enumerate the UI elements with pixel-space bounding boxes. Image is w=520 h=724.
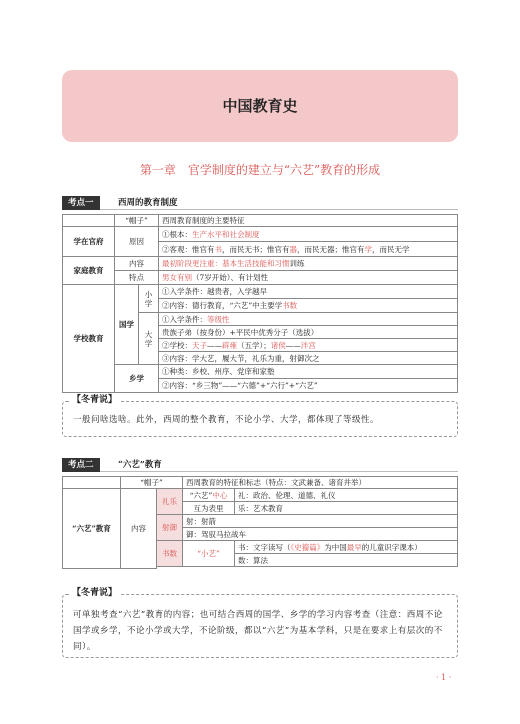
- book-title: 中国教育史: [222, 96, 298, 115]
- kp1-hat-empty: [63, 215, 115, 227]
- kp2-neirong-label: 内容: [121, 489, 157, 569]
- guanfu-label: 学在官府: [63, 227, 115, 257]
- kp1-hat-value: 西周教育制度的主要特征: [159, 215, 458, 227]
- xuexiao-label: 学校教育: [63, 285, 115, 393]
- xiangxue-1: ①种类：乡校、州序、党庠和家塾: [159, 365, 458, 379]
- kp1-tag: 考点一: [62, 196, 100, 210]
- kp2-hat-value: 西周教育的特征和标志（特点：文武兼备、诸育并举）: [183, 477, 458, 489]
- shushu-label: 书数: [157, 541, 183, 567]
- xiaoxue-1: ①入学条件：越贵者，入学越早: [159, 285, 458, 299]
- xiangxue-2: ②内容：“乡三物”——“六德”+“六行”+“六艺”: [159, 379, 458, 393]
- xiaoyi-label: “小艺”: [183, 541, 235, 567]
- note1-box: [62, 395, 458, 437]
- jt-tedian-value: 男女有别（7岁开始）、有计划性: [159, 271, 458, 285]
- note1-body: 一般问啥选啥。此外，西周的整个教育，不论小学、大学，都体现了等级性。: [73, 415, 380, 425]
- book-title-band: [62, 70, 458, 142]
- note1-title: 【冬青说】: [69, 395, 120, 406]
- xiaoxue-2: ②内容：德行教育，“六艺”中主要学书数: [159, 299, 458, 313]
- xiangxue-label: 乡学: [115, 365, 159, 393]
- jt-neirong-value: 最初阶段更注重：基本生活技能和习惯训练: [159, 257, 458, 271]
- note2-body: 可单独考查“六艺”教育的内容；也可结合西周的国学、乡学的学习内容考查（注意：西周不论国学或乡学，不论小学或大学，不论阶级，都以“六艺”为基本学科，只是在要求上有层次的不同）。: [73, 610, 443, 653]
- jt-neirong-label: 内容: [115, 257, 159, 271]
- kp2-spacer: [157, 567, 458, 569]
- guoxue-label: 国学: [115, 285, 139, 365]
- li-value: 礼：政治、伦理、道德、礼仪: [235, 489, 458, 502]
- liuyi-label: “六艺”教育: [63, 489, 121, 569]
- jiating-label: 家庭教育: [63, 257, 115, 285]
- yu-value: 御：驾驭马拉战车: [183, 528, 458, 541]
- liyue-label: 礼乐: [157, 489, 183, 515]
- liyue-center: “六艺”中心: [183, 489, 235, 502]
- yuanyin-2: ②客观：惟官有书，而民无书；惟官有器，而民无器；惟官有学，而民无学: [159, 242, 458, 257]
- she-value: 射：射箭: [183, 515, 458, 528]
- yue-value: 乐：艺术教育: [235, 502, 458, 515]
- kp1-hat-label: “帽子”: [115, 215, 159, 227]
- daxue-1: ①入学条件：等级性: [159, 313, 458, 326]
- daxue-3: ②学校：天子——辟雍（五学）；诸侯——泮宫: [159, 339, 458, 352]
- kp2-header: [62, 458, 458, 472]
- page-number: · 1 ·: [436, 673, 452, 682]
- kp2-table: [62, 476, 458, 569]
- xiaoxue-label: 小学: [139, 285, 159, 313]
- kp2-tag: 考点二: [62, 458, 100, 472]
- kp1-table: [62, 214, 458, 393]
- kp2-title: “六艺”教育: [118, 460, 162, 470]
- kp1-title: 西周的教育制度: [118, 198, 178, 208]
- yuanyin-label: 原因: [115, 227, 159, 257]
- shu2-value: 数：算法: [235, 554, 458, 567]
- daxue-4: ③内容：学大艺，履大节，礼乐为重，射御次之: [159, 352, 458, 365]
- liyue-biaoli: 互为表里: [183, 502, 235, 515]
- note2-title: 【冬青说】: [69, 588, 120, 599]
- shu-value: 书：文字读写（《史籀篇》为中国最早的儿童识字课本）: [235, 541, 458, 554]
- chapter-title: 第一章 官学制度的建立与“六艺”教育的形成: [139, 163, 381, 177]
- sheyu-label: 射御: [157, 515, 183, 541]
- kp1-header: [62, 196, 458, 210]
- kp2-hat-empty: [63, 477, 121, 489]
- jt-tedian-label: 特点: [115, 271, 159, 285]
- daxue-label: 大学: [139, 313, 159, 365]
- kp2-hat-label: “帽子”: [121, 477, 183, 489]
- daxue-2: 贵族子弟（按身份）+平民中优秀分子（选拔）: [159, 326, 458, 339]
- note2-box: [62, 588, 458, 658]
- yuanyin-1: ①根本：生产水平和社会制度: [159, 227, 458, 242]
